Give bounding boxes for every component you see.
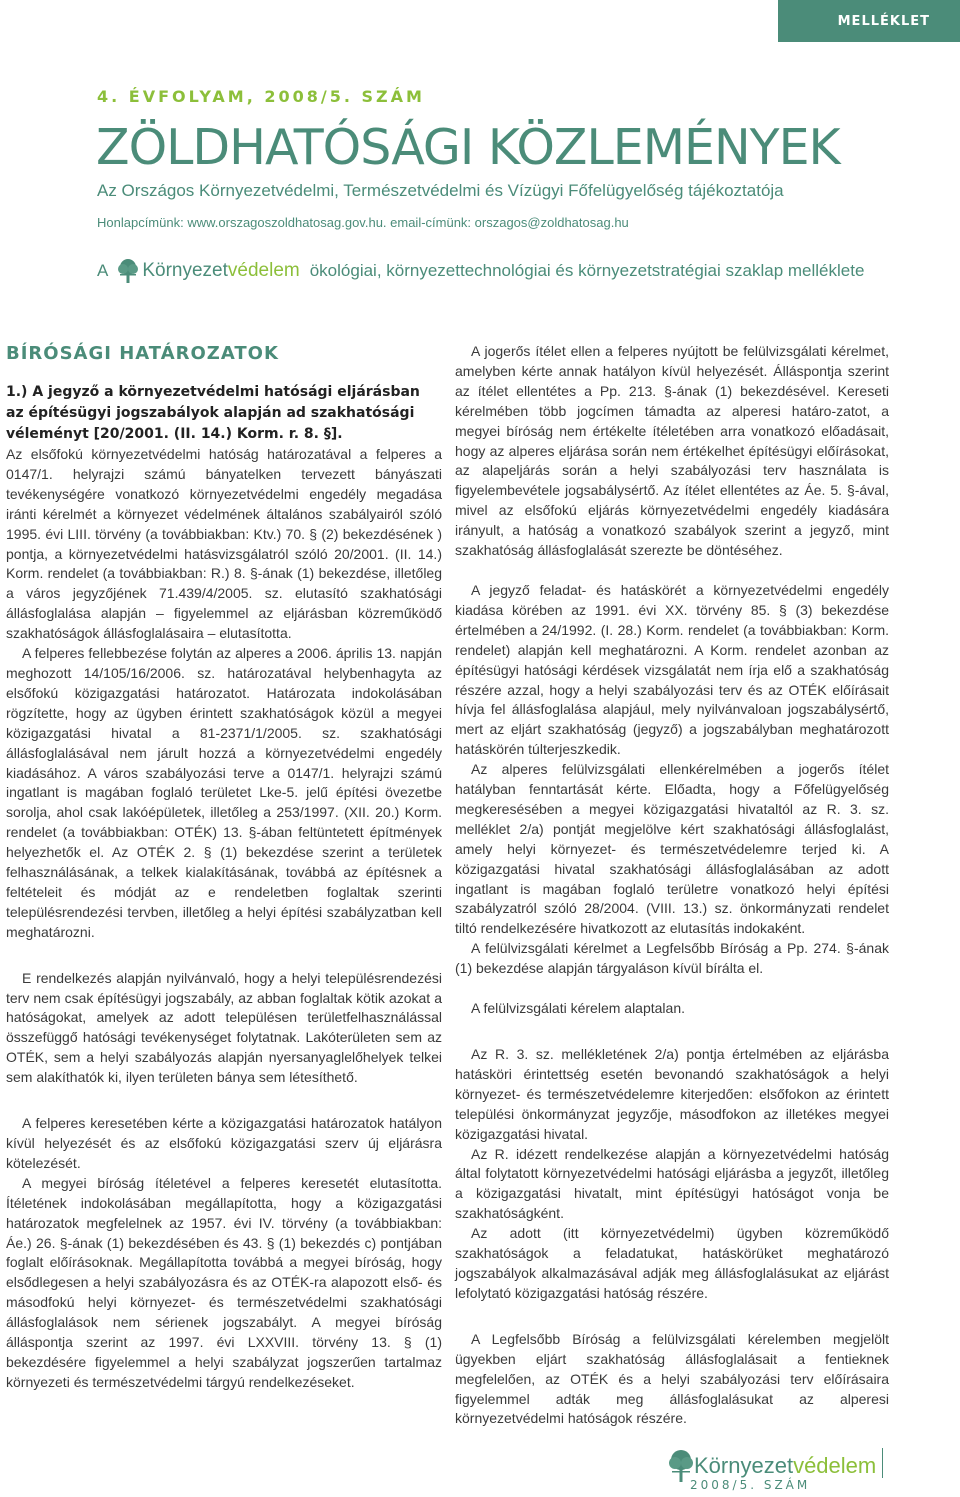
paragraph: Az alperes felülvizsgálati ellenkérelmében a jogerős ítélet hatályban fenntartását kérte. Előadta, hogy a Főfelügyelőség megkeresésében a megyei közigazgatási hivataltól az R. 3. sz. melléklet 2/a) pontját megjelölve kért szakhatósági állásfoglalást, amely helyi környezet- és természetvédelemre terjed ki. A közigazgatási hivatal szakhatósági állásfoglalásában az adott ingatlant is magában foglaló területre vonatkozó helyi építési szabályzatról szóló 28/2004. (VIII. 13.) sz. önkormányzati rendelet tiltó rendelkezésére hivatkozott az elutasítás indokaként. [455, 761, 889, 937]
subtitle: Az Országos Környezetvédelmi, Természetvédelmi és Vízügyi Főfelügyelőség tájékoztatója [97, 181, 784, 200]
case-title: 1.) A jegyző a környezetvédelmi hatósági eljárásban az építésügyi jogszabályok alapján ad szakhatósági véleményt [20/2001. (II. 14.) Korm. r. 8. §]. [6, 384, 420, 442]
tree-logo-icon [116, 258, 140, 284]
supplement-line [97, 256, 864, 286]
supplement-prefix: A [97, 261, 109, 280]
footer-divider [882, 1448, 883, 1478]
section-title: BÍRÓSÁGI HATÁROZATOK [6, 343, 279, 364]
paragraph: A felperes keresetében kérte a közigazgatási határozatok hatályon kívül helyezését és az elsőfokú közigazgatási szerv új eljárásra kötelezését. [6, 1115, 442, 1171]
paragraph: Az R. 3. sz. mellékletének 2/a) pontja értelmében az eljárásba hatásköri érintettség esetén bevonandó szakhatóságok a helyi környezet- és természetvédelemre kiterjedően: elsőfokon az érintett települési önkormányzat jegyzője, másodfokon az illetékes megyei közigazgatási hivatal. [455, 1046, 889, 1142]
supplement-tab-label: MELLÉKLET [837, 13, 930, 29]
paragraph: E rendelkezés alapján nyilvánvaló, hogy a helyi településrendezési terv nem csak építésügyi jogszabály, az abban foglaltak kötik azokat a hatóságokat, amelyek az adott településen területfelhasználással összefüggő hatósági tevékenységet folytatnak. Lakóterületen sem az OTÉK, sem a helyi szabályozás alapján nyersanyaglelőhelyek telkei sem alakíthatók ki, ilyen területen bánya sem létesíthető. [6, 969, 442, 1086]
paragraph: A jogerős ítélet ellen a felperes nyújtott be felülvizsgálati kérelmet, amelyben kérte annak hatályon kívül helyezését. Álláspontja szerint az ítélet ellentétes a Pp. 213. §-ának (1) bekezdésével. Kereseti kérelmében több jogcímen támadta az alperesi határo-zatot, a megyei bíróság nem értékelte ítéletében arra vonatkozó előadásait, hogy az alperes eljárása során nem értékelhet építésügyi előírásokat, az alapeljárás során a helyi szabályozási terv használata is figyelembevétele jogsabálysértő. Az ítélet ellentétes az Áe. 5. §-ával, mivel az elsőfokú eljárás környezetvédelmi engedély kiadására irányult, a hatóság a vonatkozó szabályok szerint a jegyző, mint szakhatóság állásfoglalását szerezte be döntéséhez. [455, 343, 889, 559]
issue-line: 4. ÉVFOLYAM, 2008/5. SZÁM [97, 87, 425, 106]
paragraph: A felülvizsgálati kérelmet a Legfelsőbb Bíróság a Pp. 274. §-ának (1) bekezdése alapján tárgyaláson kívül bírálta el. [455, 940, 889, 977]
left-column [6, 342, 442, 1393]
paragraph: Az adott (itt környezetvédelmi) ügyben közreműködő szakhatóságok a feladatukat, hatáskörüket meghatározó jogszabályok alkalmazásával adják meg állásfoglalásukat az eljárást lefolytató közigazgatási hatóság részére. [455, 1225, 889, 1301]
right-column [455, 342, 889, 1429]
paragraph: A Legfelsőbb Bíróság a felülvizsgálati kérelemben megjelölt ügyekben eljárt szakhatóság állásfoglalásait a fentieknek megfelelően, az OTÉK és a helyi szabályozási terv előírásaira figyelemmel adták meg állásfoglalásukat az alperesi környezetvédelmi hatóságok részére. [455, 1330, 889, 1427]
supplement-tab [778, 0, 960, 42]
masthead-title: ZÖLDHATÓSÁGI KÖZLEMÉNYEK [96, 119, 840, 176]
website-email-line: Honlapcímünk: www.orszagoszoldhatosag.gov.hu. email-címünk: orszagos@zoldhatosag.hu [97, 215, 629, 230]
paragraph: Az elsőfokú környezetvédelmi hatóság határozatával a felperes a 0147/1. helyrajzi számú bányatelken tervezett bányászati tevékenységére vonatkozó környezetvédelmi engedély megadása iránti kérelmét a környezet védelmének általános szabályairól szóló 1995. évi LIII. törvény (a továbbiakban: Ktv.) 70. § (2) bekezdésének ) pontja, a környezetvédelmi hatásvizsgálatról szóló 20/2001. (II. 14.) Korm. rendelet (a továbbiakban: R.) 8. §-ának (1) bekezdése, illetőleg a város jegyzőjének 71.439/4/2005. sz. elutasító szakhatósági állásfoglalása alapján – figyelemmel az eljárásban közreműködő szakhatóságok állásfoglalásaira – elutasította. [6, 446, 442, 642]
paragraph: A jegyző feladat- és hatáskörét a környezetvédelmi engedély kiadása körében az 1991. évi XX. törvény 85. § (3) bekezdése értelmében a 24/1992. (I. 28.) Korm. rendelet (a továbbiakban: Korm. rendelet) alapján kell meghatározni. A Korm. rendelet azonban az építésügyi hatósági kérdések vizsgálatát nem írja elő a szakhatóság részére azzal, hogy a helyi szabályozási terv és az OTÉK előírásait hívja fel állásfoglalása alapjául, mely nyilvánvaloan jogszabálysértő, mert az eljárt szakhatóság (jegyző) a jogszabályban meghatározott hatáskörén túlterjeszkedik. [455, 581, 889, 758]
brand-name [142, 260, 299, 282]
paragraph: A felperes fellebbezése folytán az alperes a 2006. április 13. napján meghozott 14/105/16/2006. sz. határozatával helybenhagyta az elsőfokú közigazgatási határozatot. Határozata indokolásában rögzítette, hogy az ügyben érintett szakhatóságok közül a megyei közigazgatási hivatal a 81-2371/1/2005. sz. szakhatósági állásfoglalásával nem járult hozzá a környezetvédelmi engedély kiadásához. A város szabályozási terve a 0147/1. helyrajzi számú ingatlant is magában foglaló területet Lke-5. jelű építési övezetbe sorolja, ahol csak lakóépületek, illetőleg a 253/1997. (XII. 20.) Korm. rendelet (a továbbiakban: OTÉK) 13. §-ában feltüntetett építmények helyezhetők el. Az OTÉK 2. § (1) bekezdése szerint a területek felhasználásának, a telkek kialakításának, továbbá az építésnek a feltételeit és módját az e rendeletben foglaltak szerinti településrendezési tervben, illetőleg a helyi építési szabályzatban kell meghatározni. [6, 645, 442, 940]
brand-name-part2: védelem [227, 260, 300, 281]
footer-brand-part1: Környezet [694, 1453, 794, 1478]
paragraph: A megyei bíróság ítéletével a felperes keresetét elutasította. Ítéletének indokolásában megállapította, hogy a közigazgatási határozatok megfelelnek az 1957. évi IV. törvény (a továbbiakban: Áe.) 26. §-ának (1) bekezdésében és 43. § (1) bekezdés c) pontjában foglalt előírásoknak. Megállapította továbbá a megyei bíróság, hogy elsődlegesen a helyi szabályozásra és az OTÉK-ra alapozott első- és másodfokú helyi környezet- és természetvédelmi szakhatósági állásfoglalások nem sérienek jogszabályt. A megyei bíróság álláspontja szerint az 1997. évi LXXVIII. törvény 13. § (1) bekezdésére figyelemmel a helyi szabályzat jogszerűen tartalmaz környezeti és természetvédelmi tárgyú rendelkezéseket. [6, 1174, 442, 1390]
brand-name-part1: Környezet [142, 260, 228, 281]
footer-issue: 2008/5. SZÁM [690, 1478, 811, 1492]
paragraph: Az R. idézett rendelkezése alapján a környezetvédelmi hatóság által folytatott környezetvédelmi hatósági eljárásba a jegyzőt, illetőleg a közigazgatási hivatalt, mint építésügyi hatóságot vonja be szakhatóságként. [455, 1145, 889, 1222]
footer-brand-part2: védelem [793, 1453, 877, 1478]
paragraph: A felülvizsgálati kérelem alaptalan. [471, 1000, 686, 1017]
supplement-suffix: ökológiai, környezettechnológiai és környezetstratégiai szaklap melléklete [309, 261, 865, 280]
